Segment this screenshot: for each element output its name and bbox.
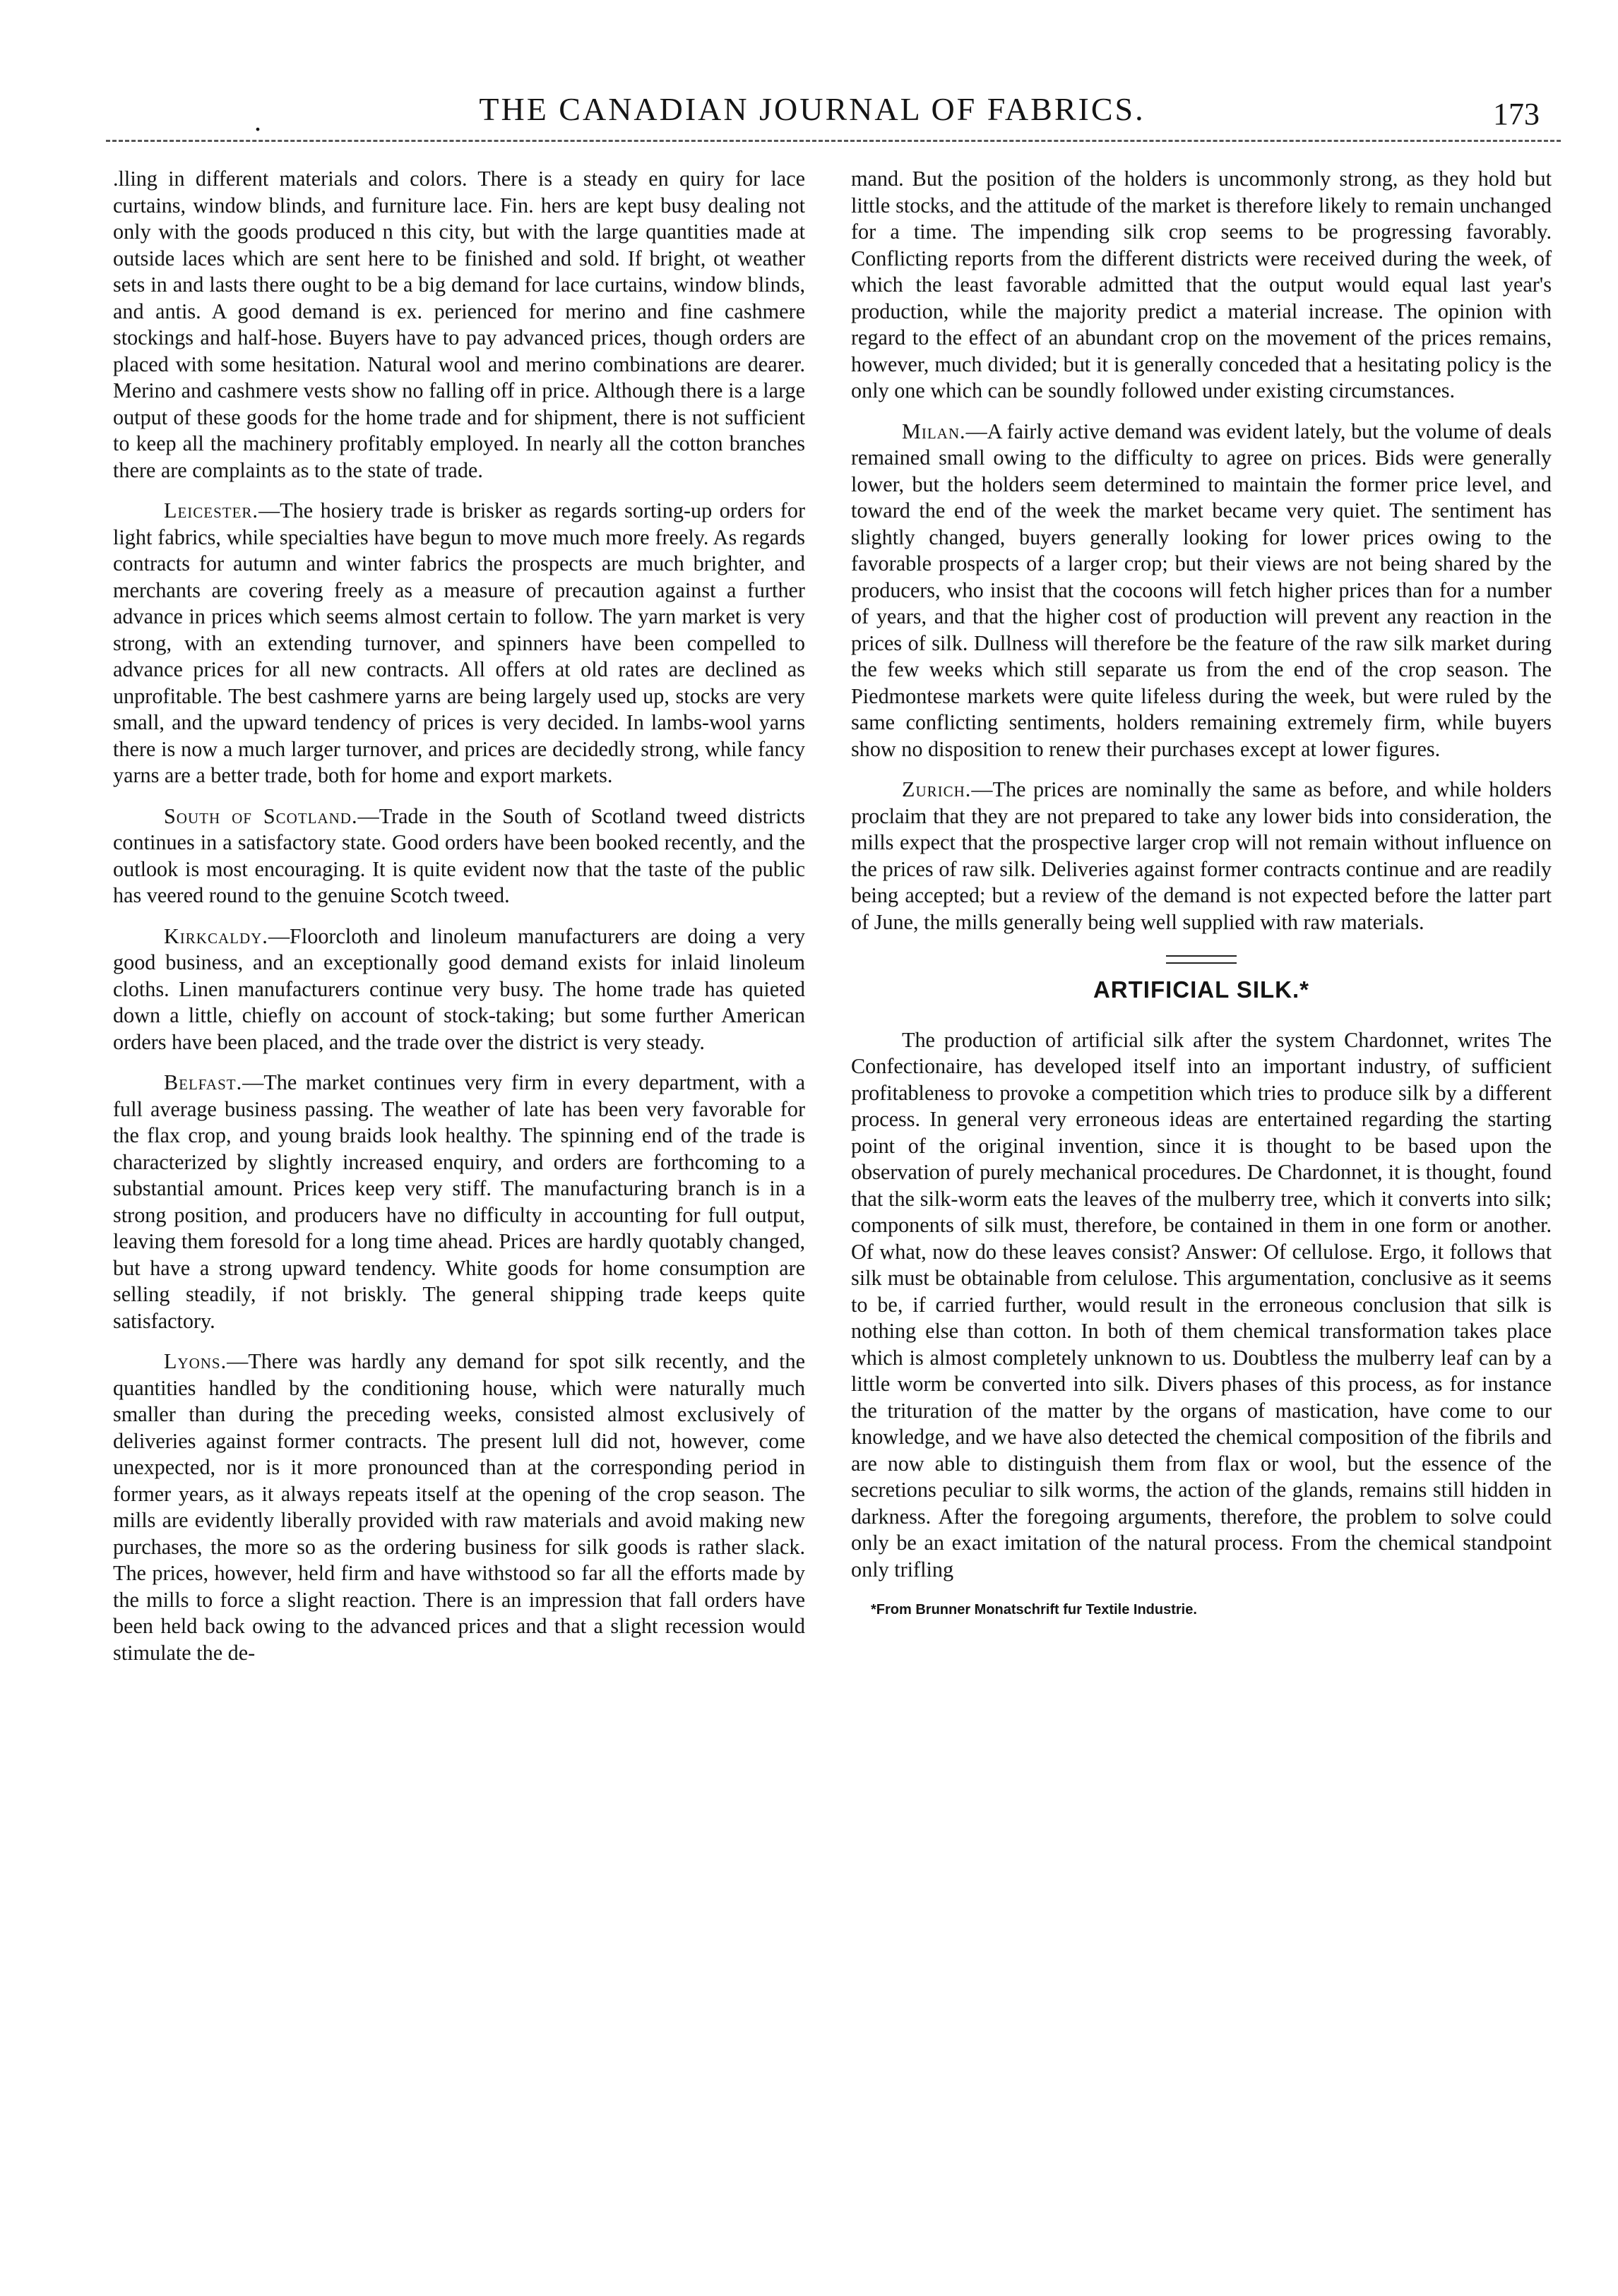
body-kirkcaldy: —Floorcloth and linoleum manufacturers are doing a very good business, and an exceptionally good demand exists for inlaid linoleum cloths. Linen manufacturers continue very busy. The home trade has quieted down a little, chiefly on account of stock-taking; but some further American orders have been placed, and the trade over the district is very steady. [113, 923, 805, 1054]
running-header [85, 83, 1540, 140]
body-belfast: —The market continues very firm in every department, with a full average business passing. The weather of late has been very favorable for the flax crop, and young braids look healthy. The spinning end of the trade is characterized by slightly increased enquiry, and orders are forthcoming to a substantial amount. Prices keep very stiff. The manufacturing branch is in a strong position, and producers have no difficulty in accounting for full output, leaving them foresold for a long time ahead. Prices are hardly quotably changed, but have a strong upward tendency. White goods for home consumption are selling steadily, if not briskly. The general shipping trade keeps quite satisfactory. [113, 1070, 805, 1333]
left-column [113, 166, 805, 1680]
body-leicester: —The hosiery trade is brisker as regards sorting-up orders for light fabrics, while specialties have begun to move much more freely. As regards contracts for autumn and winter fabrics the prospects are much brighter, and merchants are covering freely as a measure of precaution against a further advance in prices which seems almost certain to follow. The yarn market is very strong, with an extending turnover, and spinners have been compelled to advance prices for all new contracts. All offers at old rates are declined as unprofitable. The best cashmere yarns are being largely used up, stocks are very small, and the upward tendency of prices is very decided. In lambs-wool yarns there is now a much larger turnover, and prices are decidedly strong, while fancy yarns are a better trade, both for home and export markets. [113, 498, 805, 787]
paragraph-scotland [113, 803, 805, 909]
body-lyons: —There was hardly any demand for spot silk recently, and the quantities handled by the conditioning house, which were naturally much smaller than during the preceding weeks, consisted almost exclusively of deliveries against former contracts. The present lull did not, however, come unexpected, nor is it more pronounced than at the corresponding period in former years, as it always repeats itself at the opening of the crop season. The mills are evidently liberally provided with raw materials and avoid making new purchases, the more so as the ordering business for silk goods is rather slack. The prices, however, held firm and have withstood so far all the efforts made by the mills to force a slight reaction. There is an impression that fall orders have been held back owing to the advanced prices and that a slight recession would stimulate the de- [113, 1349, 805, 1665]
heading-kirkcaldy: Kirkcaldy. [164, 923, 268, 948]
paragraph-zurich [851, 777, 1552, 935]
paragraph-milan [851, 419, 1552, 763]
paragraph-continuation: mand. But the position of the holders is uncommonly strong, as they hold but little stocks, and the attitude of the market is therefore likely to remain unchanged for a time. The impending silk crop seems to be progressing favorably. Conflicting reports from the different districts were received during the week, of which the least favorable admitted that the output would equal last year's production, while the majority predict a material increase. The opinion with regard to the effect of an abundant crop on the movement of the prices remains, however, much divided; but it is generally conceded that a hesitating policy is the only one which can be soundly followed under existing circumstances. [851, 167, 1552, 402]
paragraph-belfast [113, 1070, 805, 1334]
heading-lyons: Lyons. [164, 1349, 227, 1373]
journal-title: THE CANADIAN JOURNAL OF FABRICS. [479, 91, 1146, 127]
body-scotland: —Trade in the South of Scotland tweed districts continues in a satisfactory state. Good orders have been booked recently, and the outlook is most encouraging. It is quite evident now that the taste of the public has veered round to the genuine Scotch tweed. [113, 803, 805, 907]
section-heading-artificial-silk: ARTIFICIAL SILK.* [1093, 976, 1310, 1003]
section-heading-block [851, 955, 1552, 1003]
heading-leicester: Leicester. [164, 498, 258, 522]
heading-scotland: South of Scotland. [164, 803, 358, 828]
section-divider [1166, 955, 1237, 964]
page-number: 173 [1493, 97, 1540, 131]
paragraph-artificial-silk: The production of artificial silk after the system Chardonnet, writes The Confectionaire, has developed itself into an important industry, of sufficient profitableness to provoke a competition which tries to produce silk by a different process. In general very erroneous ideas are entertained regarding the starting point of the original invention, since it is thought to be based upon the observation of purely mechanical procedures. De Chardonnet, it is thought, found that the silk-worm eats the leaves of the mulberry tree, which it converts into silk; components of silk must, therefore, be contained in them in one form or another. Of what, now do these leaves consist? Answer: Of cellulose. Ergo, it follows that silk must be obtainable from celulose. This argumentation, conclusive as it seems to be, if carried further, would result in the erroneous conclusion that silk is nothing else than cotton. In both of them chemical transformation takes place which is almost completely unknown to us. Doubtless the mulberry leaf can by a little worm be converted into silk. Divers phases of this process, as for instance the trituration of the matter by the organs of mastication, have come to our knowledge, and we have also detected the chemical composition of the fibrils and are now able to distinguish them from flax or wool, but the essence of the secretions peculiar to silk worms, the action of the glands, remains still hidden in darkness. After the foregoing arguments, therefore, the problem to solve could only be an exact imitation of the natural process. From the chemical standpoint only trifling [851, 1027, 1552, 1582]
paragraph-intro: .lling in different materials and colors. There is a steady en quiry for lace curtains, window blinds, and furniture lace. Fin. hers are kept busy dealing not only with the goods produced n this city, but with the large quantities made at outside laces which are sent here to be finished and sold. If bright, ot weather sets in and lasts there ought to be a big demand for lace curtains, window blinds, and antis. A good demand is ex. perienced for merino and fine cashmere stockings and half-hose. Buyers have to pay advanced prices, though orders are placed with some hesitation. Natural wool and merino combinations are dearer. Merino and cashmere vests show no falling off in price. Although there is a large output of these goods for the home trade and for shipment, there is not sufficient to keep all the machinery profitably employed. In nearly all the cotton branches there are complaints as to the state of trade. [113, 167, 805, 482]
heading-belfast: Belfast. [164, 1070, 243, 1094]
body-zurich: —The prices are nominally the same as before, and while holders proclaim that they are not prepared to take any lower bids into consideration, the mills expect that the prospective larger crop will not remain without influence on the prices of raw silk. Deliveries against former contracts continue and are readily being accepted; but a review of the demand is not expected before the latter part of June, the mills generally being well supplied with raw materials. [851, 777, 1552, 934]
header-ornament-dot: . [254, 105, 261, 137]
paragraph-kirkcaldy [113, 923, 805, 1056]
paragraph-leicester [113, 498, 805, 789]
heading-milan: Milan. [902, 419, 966, 443]
paragraph-lyons [113, 1349, 805, 1666]
header-rule [106, 140, 1561, 142]
heading-zurich: Zurich. [902, 777, 972, 801]
footnote: *From Brunner Monatschrift fur Textile Industrie. [871, 1602, 1197, 1618]
right-column [851, 166, 1552, 1624]
body-milan: —A fairly active demand was evident lately, but the volume of deals remained small owing to the difficulty to agree on prices. Bids were generally lower, but the holders seem determined to maintain the former price level, and toward the end of the week the market became very quiet. The sentiment has slightly changed, buyers generally looking for lower prices owing to the favorable prospects of a larger crop; but their views are not being shared by the producers, who insist that the cocoons will fetch higher prices than for a number of years, and that the higher cost of production will prevent any reaction in the prices of silk. Dullness will therefore be the feature of the raw silk market during the few weeks which still separate us from the end of the crop season. The Piedmontese markets were quite lifeless during the week, but were ruled by the same conflicting sentiments, holders remaining extremely firm, while buyers show no disposition to renew their purchases except at lower figures. [851, 419, 1552, 761]
